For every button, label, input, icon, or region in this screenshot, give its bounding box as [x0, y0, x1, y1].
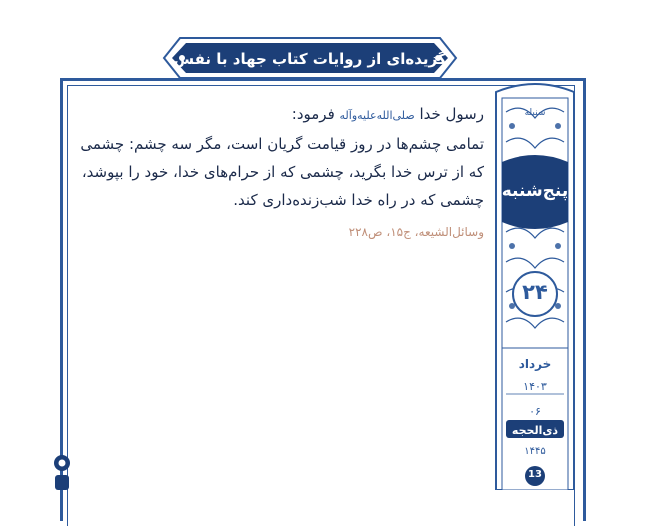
page-title: گزیده‌ای از روایات کتاب جهاد با نفس	[173, 50, 447, 68]
publisher-logo-icon	[52, 453, 72, 490]
hadith-line: چشمی که در راه خدا شب‌زنده‌داری کند.	[233, 191, 484, 209]
hijri-year: ۱۴۴۵	[524, 446, 546, 457]
hadith-intro	[80, 100, 484, 130]
hadith-line: که از ترس خدا بگرید، چشمی که از حرام‌های خدا، خود را بپوشد،	[81, 163, 484, 181]
month-small-label: سنبله	[524, 108, 546, 118]
salawat-text: صلی‌الله‌علیه‌وآله	[339, 109, 415, 122]
hadith-line: تمامی چشم‌ها در روز قیامت گریان است، مگر سه چشم: چشمی	[80, 135, 484, 153]
hijri-day: ۰۶	[529, 405, 541, 418]
hadith-said-text: فرمود:	[291, 105, 335, 123]
hadith-source: وسائل‌الشیعه، ج۱۵، ص۲۲۸	[348, 225, 484, 239]
hadith-intro-text: رسول خدا	[419, 105, 484, 123]
day-name: پنج‌شنبه	[501, 181, 569, 201]
hijri-month: ذی‌الحجه	[511, 424, 559, 437]
gregorian-day: 13	[528, 469, 542, 480]
shamsi-month: خرداد	[518, 357, 552, 371]
hadith-block	[80, 100, 484, 242]
shamsi-year: ۱۴۰۳	[523, 380, 547, 393]
day-number: ۲۴	[522, 280, 548, 304]
